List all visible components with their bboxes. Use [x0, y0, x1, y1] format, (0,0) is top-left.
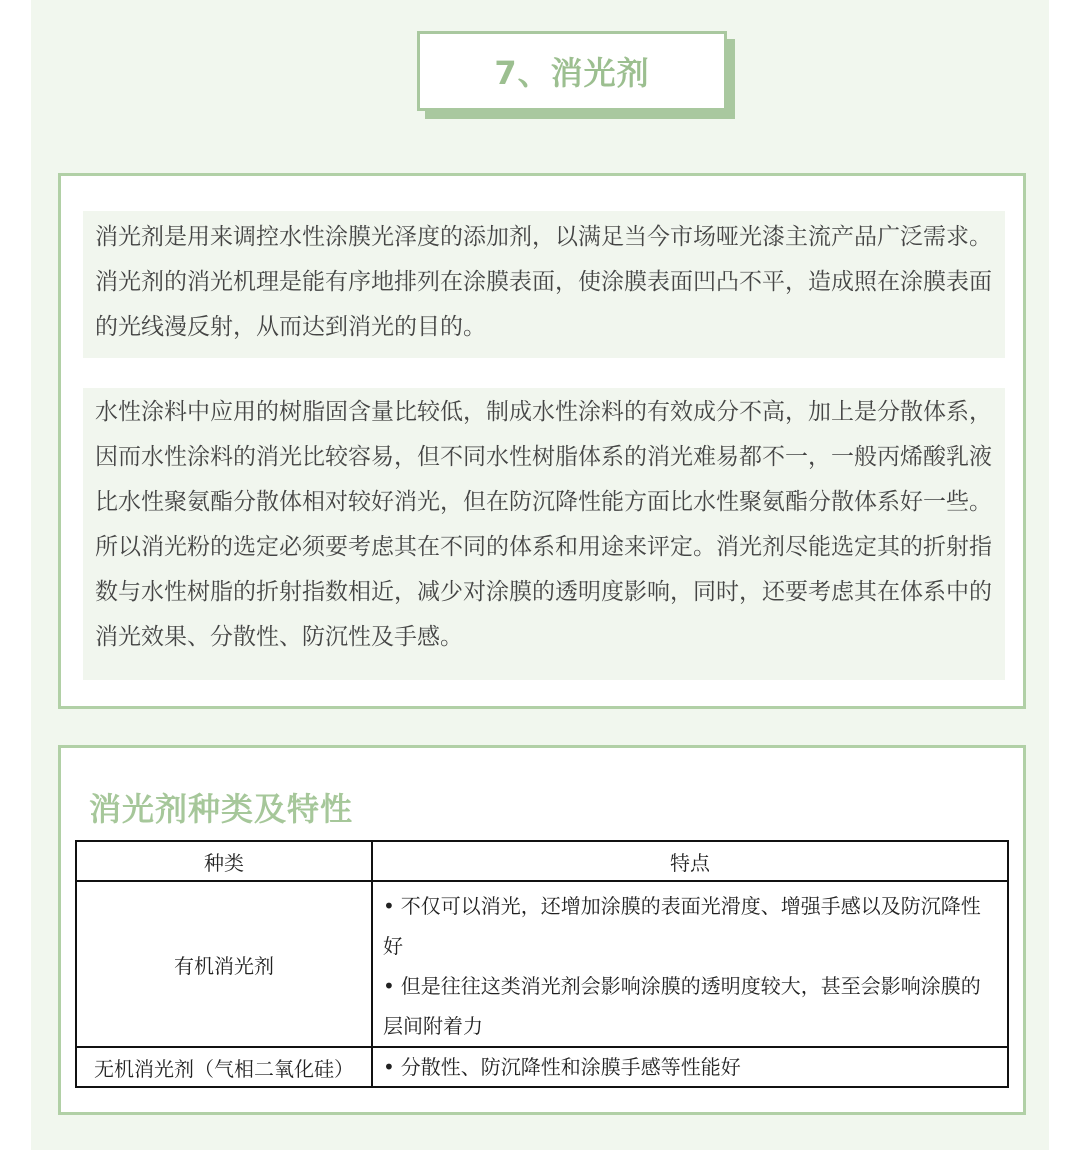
section-heading: 7、消光剂 [417, 31, 727, 111]
kind-cell: 有机消光剂 [76, 881, 372, 1047]
intro-paragraph-1: 消光剂是用来调控水性涂膜光泽度的添加剂，以满足当今市场哑光漆主流产品广泛需求。消光剂的消光机理是能有序地排列在涂膜表面，使涂膜表面凹凸不平，造成照在涂膜表面的光线漫反射，从而达到消光的目的。 [83, 211, 1005, 358]
feature-item [383, 1048, 997, 1086]
features-cell [372, 881, 1008, 1047]
header-kind: 种类 [76, 841, 372, 881]
intro-paragraph-2: 水性涂料中应用的树脂固含量比较低，制成水性涂料的有效成分不高，加上是分散体系，因而水性涂料的消光比较容易，但不同水性树脂体系的消光难易都不一，一般丙烯酸乳液比水性聚氨酯分散体相对较好消光，但在防沉降性能方面比水性聚氨酯分散体系好一些。所以消光粉的选定必须要考虑其在不同的体系和用途来评定。消光剂尽能选定其的折射指数与水性树脂的折射指数相近，减少对涂膜的透明度影响，同时，还要考虑其在体系中的消光效果、分散性、防沉性及手感。 [83, 388, 1005, 680]
bullet-icon: • [383, 894, 395, 918]
features-cell [372, 1047, 1008, 1087]
matting-agent-table [75, 840, 1009, 1088]
feature-text: 分散性、防沉降性和涂膜手感等性能好 [400, 1055, 741, 1079]
header-features: 特点 [372, 841, 1008, 881]
section-heading-badge [417, 31, 727, 111]
bullet-icon: • [383, 974, 395, 998]
table-row [76, 1047, 1008, 1087]
feature-text: 不仅可以消光，还增加涂膜的表面光滑度、增强手感以及防沉降性好 [383, 894, 981, 958]
feature-text: 但是往往这类消光剂会影响涂膜的透明度较大，甚至会影响涂膜的层间附着力 [383, 974, 981, 1038]
table-row [76, 881, 1008, 1047]
types-card [58, 745, 1026, 1115]
feature-item [383, 886, 997, 966]
kind-cell: 无机消光剂（气相二氧化硅） [76, 1047, 372, 1087]
table-header-row [76, 841, 1008, 881]
types-title: 消光剂种类及特性 [89, 790, 354, 828]
intro-card [58, 173, 1026, 709]
bullet-icon: • [383, 1055, 395, 1079]
feature-item [383, 966, 997, 1046]
